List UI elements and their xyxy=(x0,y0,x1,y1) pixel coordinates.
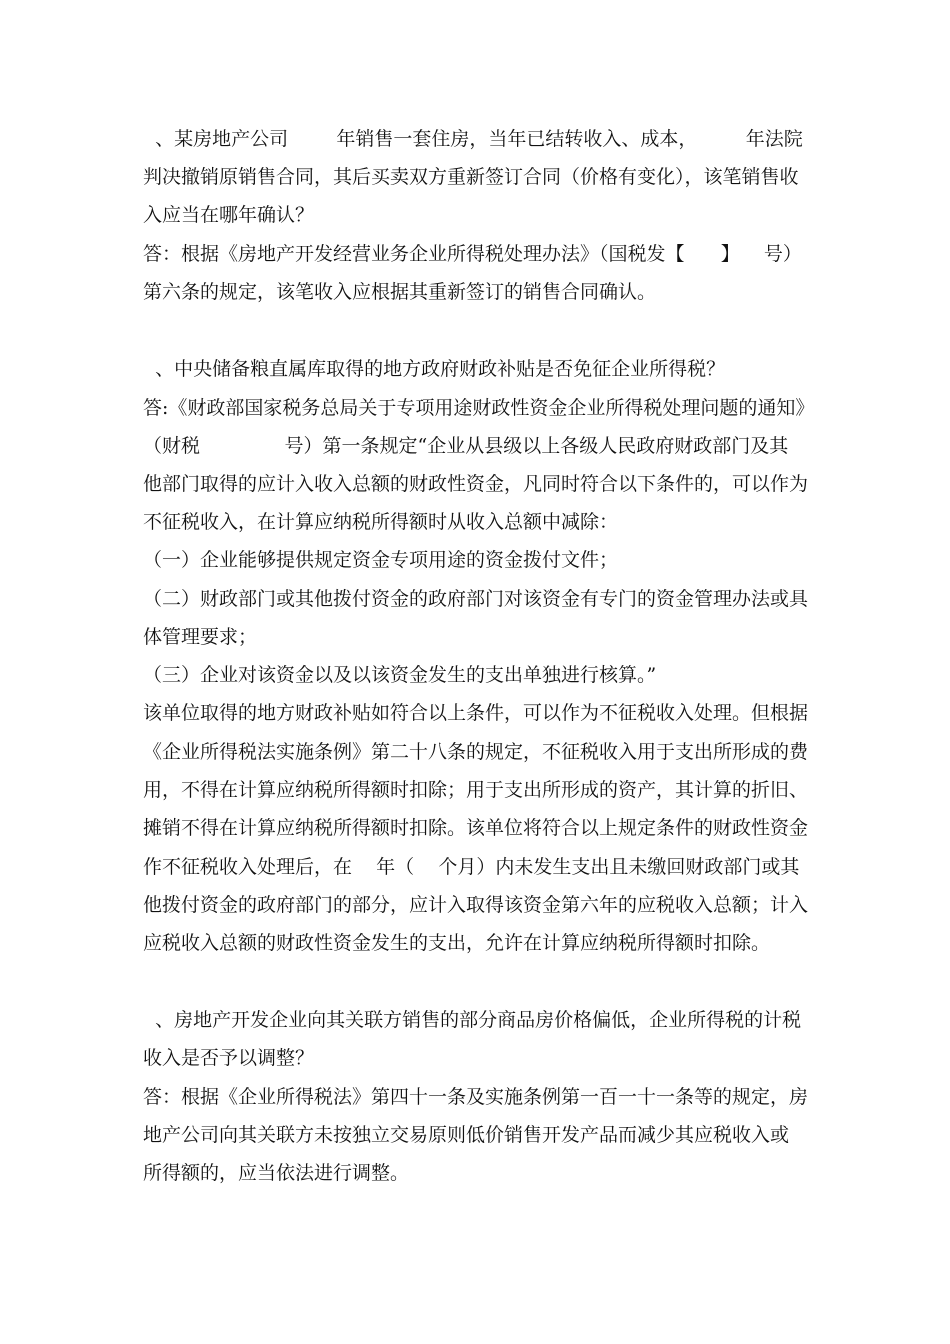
answer-2-line-7: 体管理要求； xyxy=(143,626,258,648)
answer-3-line-2: 地产公司向其关联方未按独立交易原则低价销售开发产品而减少其应税收入或 xyxy=(143,1124,790,1146)
answer-3-line-3: 所得额的，应当依法进行调整。 xyxy=(143,1162,410,1184)
answer-2-line-4: 不征税收入，在计算应纳税所得额时从收入总额中减除： xyxy=(143,511,619,533)
answer-3-line-1: 答：根据《企业所得税法》第四十一条及实施条例第一百一十一条等的规定，房 xyxy=(143,1086,809,1108)
answer-2-line-3: 他部门取得的应计入收入总额的财政性资金，凡同时符合以下条件的，可以作为 xyxy=(143,473,809,495)
question-1-line-3: 入应当在哪年确认？ xyxy=(143,204,315,226)
answer-1-line-1: 答：根据《房地产开发经营业务企业所得税处理办法》（国税发【 】 号） xyxy=(143,243,802,265)
question-3-line-2: 收入是否予以调整？ xyxy=(143,1047,315,1069)
answer-2-line-11: 用，不得在计算应纳税所得额时扣除；用于支出所形成的资产，其计算的折旧、 xyxy=(143,779,809,801)
answer-1-line-2: 第六条的规定，该笔收入应根据其重新签订的销售合同确认。 xyxy=(143,281,657,303)
question-1-line-2: 判决撤销原销售合同，其后买卖双方重新签订合同（价格有变化），该笔销售收 xyxy=(143,166,799,188)
answer-2-line-13: 作不征税收入处理后，在 年（ 个月）内未发生支出且未缴回财政部门或其 xyxy=(143,856,800,878)
answer-2-line-6: （二）财政部门或其他拨付资金的政府部门对该资金有专门的资金管理办法或具 xyxy=(143,588,809,610)
answer-2-line-5: （一）企业能够提供规定资金专项用途的资金拨付文件； xyxy=(143,549,619,571)
answer-2-line-12: 摊销不得在计算应纳税所得额时扣除。该单位将符合以上规定条件的财政性资金 xyxy=(143,817,809,839)
answer-2-line-14: 他拨付资金的政府部门的部分，应计入取得该资金第六年的应税收入总额；计入 xyxy=(143,894,809,916)
answer-2-line-9: 该单位取得的地方财政补贴如符合以上条件，可以作为不征税收入处理。但根据 xyxy=(143,702,809,724)
answer-2-line-8: （三）企业对该资金以及以该资金发生的支出单独进行核算。” xyxy=(143,664,657,686)
answer-2-line-10: 《企业所得税法实施条例》第二十八条的规定，不征税收入用于支出所形成的费 xyxy=(143,741,809,763)
question-1-line-1: 、某房地产公司 年销售一套住房，当年已结转收入、成本， 年法院 xyxy=(143,128,803,150)
answer-2-line-15: 应税收入总额的财政性资金发生的支出，允许在计算应纳税所得额时扣除。 xyxy=(143,932,771,954)
answer-2-line-2: （财税 号）第一条规定“企业从县级以上各级人民政府财政部门及其 xyxy=(143,435,789,457)
answer-2-line-1: 答:《财政部国家税务总局关于专项用途财政性资金企业所得税处理问题的通知》 xyxy=(143,397,815,419)
question-2-line-1: 、中央储备粮直属库取得的地方政府财政补贴是否免征企业所得税？ xyxy=(143,358,726,380)
question-3-line-1: 、房地产开发企业向其关联方销售的部分商品房价格偏低，企业所得税的计税 xyxy=(143,1009,802,1031)
